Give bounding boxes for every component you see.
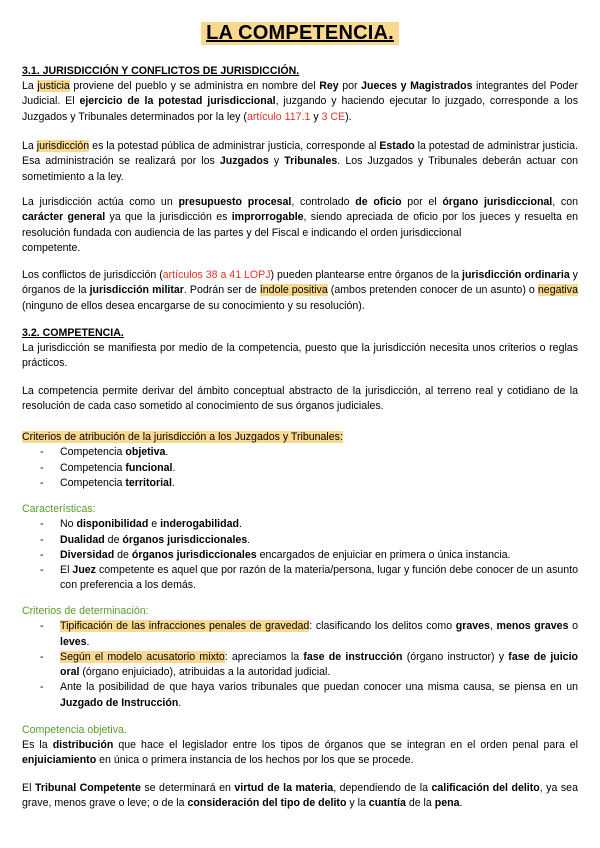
paragraph-presupuesto-procesal: La jurisdicción actúa como un presupuesto procesal, controlado de oficio por el órgano jurisdiccional, con carácter general ya que la jurisdicción es improrrogable, siendo apreciada de oficio por los jueces y resuelta en resolución fundada con audiencia de las partes y del Fiscal e indicando el orden jurisdiccional competente.	[22, 196, 579, 254]
list-item: - Diversidad de órganos jurisdiccionales encargados de enjuiciar en primera o única instancia.	[40, 548, 511, 561]
list-item: - Competencia objetiva.	[40, 446, 169, 459]
list-item: - Competencia territorial.	[40, 476, 175, 489]
criterios-determinacion	[22, 604, 578, 711]
competencia-objetiva-heading	[22, 723, 578, 738]
paragraph-conflictos: Los conflictos de jurisdicción (artículos 38 a 41 LOPJ) pueden plantearse entre órganos de la jurisdicción ordinaria y órganos de la jurisdicción militar. Podrán ser de índole positiva (ambos pretenden conocer de un asunto) o negativa (ninguno de ellos desea encargarse de su conocimiento y su resolución).	[22, 269, 578, 312]
section-heading-text: 3.1. JURISDICCIÓN Y CONFLICTOS DE JURISDICCIÓN.	[22, 65, 300, 77]
list-item: - Ante la posibilidad de que haya varios tribunales que puedan conocer una misma causa, se piensa en un Juzgado de Instrucción.	[40, 681, 578, 709]
list-item: - El Juez competente es aquel que por razón de la materia/persona, lugar y función debe conocer de un asunto con preferencia a los demás.	[40, 564, 578, 592]
list-item: - No disponibilidad e inderogabilidad.	[40, 518, 242, 531]
determinacion-list	[22, 619, 578, 711]
paragraph-tribunal-competente: El Tribunal Competente se determinará en virtud de la materia, dependiendo de la calificación del delito, ya sea grave, menos grave o leve; o de la consideración del tipo de delito y la cuantía de la pena.	[22, 782, 578, 810]
section-heading-competencia	[22, 326, 578, 341]
paragraph-ambito: La competencia permite derivar del ámbito conceptual abstracto de la jurisdicción, al terreno real y cotidiano de la resolución de cada caso sometido al conocimiento de sus órganos judiciales.	[22, 385, 578, 413]
criterios-list	[22, 445, 578, 491]
list-item: - Competencia funcional.	[40, 461, 176, 474]
section-heading-jurisdiccion	[22, 64, 578, 79]
criterios-atribucion-label: Criterios de atribución de la jurisdicción a los Juzgados y Tribunales:	[22, 431, 343, 443]
competencia-objetiva-label: Competencia objetiva.	[22, 724, 127, 736]
criterios-determinacion-label: Criterios de determinación:	[22, 605, 149, 617]
caracteristicas-label: Características:	[22, 503, 96, 515]
list-item: - Dualidad de órganos jurisdiccionales.	[40, 533, 251, 546]
list-item: - Tipificación de las infracciones penales de gravedad: clasificando los delitos como graves, menos graves o leves.	[40, 620, 578, 648]
criterios-atribucion	[22, 430, 578, 491]
caracteristicas	[22, 502, 578, 594]
caracteristicas-list	[22, 517, 578, 593]
paragraph-justicia: La justicia proviene del pueblo y se administra en nombre del Rey por Jueces y Magistrados integrantes del Poder Judicial. El ejercicio de la potestad jurisdiccional, juzgando y haciendo ejecutar lo juzgado, corresponde a los Juzgados y Tribunales determinados por la ley (artículo 117.1 y 3 CE).	[22, 80, 578, 123]
list-item: - Según el modelo acusatorio mixto: apreciamos la fase de instrucción (órgano instructor) y fase de juicio oral (órgano enjuiciado), atribuidas a la autoridad judicial.	[40, 650, 578, 679]
section-heading-text: 3.2. COMPETENCIA.	[22, 327, 124, 339]
page-title: LA COMPETENCIA.	[201, 22, 399, 45]
title-wrap	[0, 22, 600, 45]
paragraph-distribucion: Es la distribución que hace el legislador entre los tipos de órganos que se integran en el orden penal para el enjuiciamiento en única o primera instancia de los hechos por los que se procede.	[22, 739, 578, 767]
paragraph-jurisdiccion: La jurisdicción es la potestad pública de administrar justicia, corresponde al Estado la potestad de administrar justicia. Esa administración se realizará por los Juzgados y Tribunales. Los Juzgados y Tribunales deberán actuar con sometimiento a la ley.	[22, 140, 578, 183]
paragraph-manifestacion: La jurisdicción se manifiesta por medio de la competencia, puesto que la jurisdicción necesita unos criterios o reglas prácticos.	[22, 342, 578, 370]
